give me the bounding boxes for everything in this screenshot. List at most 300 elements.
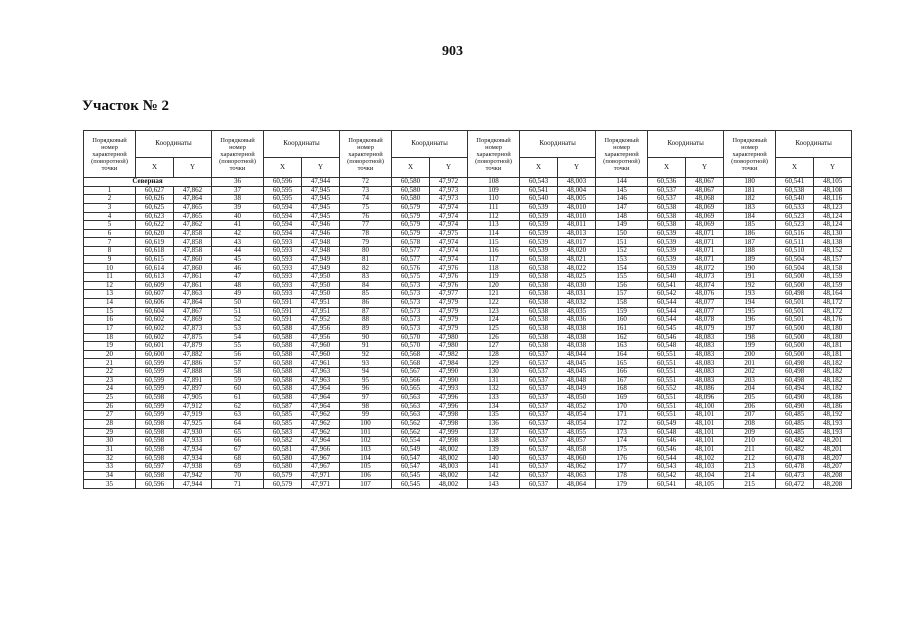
- cell-point-number: 140: [468, 454, 520, 463]
- cell-y: 47,964: [302, 402, 340, 411]
- cell-point-number: 152: [596, 247, 648, 256]
- cell-x: 60,544: [648, 307, 686, 316]
- cell-point-number: 98: [340, 402, 392, 411]
- cell-x: 60,482: [776, 437, 814, 446]
- table-row: [84, 298, 852, 307]
- cell-point-number: 29: [84, 428, 136, 437]
- cell-x: 60,580: [264, 454, 302, 463]
- header-point-number: Порядковый номер характерной (поворотной) точки: [468, 131, 520, 178]
- cell-y: 47,861: [174, 281, 212, 290]
- cell-y: 47,974: [430, 203, 468, 212]
- cell-x: 60,598: [136, 394, 174, 403]
- cell-y: 47,964: [302, 385, 340, 394]
- cell-y: 47,865: [174, 203, 212, 212]
- table-row: [84, 203, 852, 212]
- cell-x: 60,573: [392, 316, 430, 325]
- cell-y: 48,064: [558, 480, 596, 489]
- cell-y: 47,963: [302, 376, 340, 385]
- cell-point-number: 65: [212, 428, 264, 437]
- cell-point-number: 205: [724, 394, 776, 403]
- table-row: [84, 437, 852, 446]
- header-coordinates: Координаты: [520, 131, 596, 158]
- cell-point-number: 180: [724, 178, 776, 187]
- cell-point-number: 134: [468, 402, 520, 411]
- cell-y: 48,020: [558, 247, 596, 256]
- cell-y: 47,858: [174, 238, 212, 247]
- cell-point-number: 143: [468, 480, 520, 489]
- cell-y: 47,998: [430, 437, 468, 446]
- cell-point-number: 164: [596, 350, 648, 359]
- cell-point-number: 74: [340, 195, 392, 204]
- cell-point-number: 82: [340, 264, 392, 273]
- cell-y: 47,963: [302, 368, 340, 377]
- cell-x: 60,539: [648, 264, 686, 273]
- header-y: Y: [686, 158, 724, 178]
- cell-y: 48,105: [814, 178, 852, 187]
- header-x: X: [776, 158, 814, 178]
- cell-x: 60,598: [136, 471, 174, 480]
- header-y: Y: [302, 158, 340, 178]
- cell-point-number: 55: [212, 342, 264, 351]
- cell-point-number: 209: [724, 428, 776, 437]
- cell-y: 48,032: [558, 298, 596, 307]
- cell-y: 48,083: [686, 350, 724, 359]
- cell-x: 60,573: [392, 281, 430, 290]
- cell-y: 48,013: [558, 229, 596, 238]
- cell-x: 60,591: [264, 316, 302, 325]
- cell-y: 47,948: [302, 247, 340, 256]
- cell-y: 48,102: [686, 454, 724, 463]
- cell-point-number: 10: [84, 264, 136, 273]
- cell-x: 60,548: [648, 342, 686, 351]
- cell-point-number: 48: [212, 281, 264, 290]
- cell-y: 48,157: [814, 255, 852, 264]
- cell-point-number: 47: [212, 273, 264, 282]
- cell-point-number: 202: [724, 368, 776, 377]
- table-row: [84, 411, 852, 420]
- cell-y: 47,966: [302, 445, 340, 454]
- cell-x: 60,537: [520, 463, 558, 472]
- cell-x: 60,539: [520, 212, 558, 221]
- cell-x: 60,601: [136, 342, 174, 351]
- cell-point-number: 115: [468, 238, 520, 247]
- cell-point-number: 93: [340, 359, 392, 368]
- table-row: [84, 255, 852, 264]
- cell-point-number: 27: [84, 411, 136, 420]
- cell-x: 60,539: [520, 238, 558, 247]
- cell-point-number: 99: [340, 411, 392, 420]
- cell-x: 60,490: [776, 402, 814, 411]
- cell-x: 60,539: [520, 247, 558, 256]
- table-row: [84, 480, 852, 489]
- cell-x: 60,593: [264, 264, 302, 273]
- cell-x: 60,498: [776, 368, 814, 377]
- cell-x: 60,551: [648, 359, 686, 368]
- cell-x: 60,473: [776, 471, 814, 480]
- table-row: [84, 212, 852, 221]
- cell-y: 48,192: [814, 411, 852, 420]
- cell-y: 48,002: [430, 480, 468, 489]
- cell-point-number: 206: [724, 402, 776, 411]
- cell-x: 60,591: [264, 298, 302, 307]
- cell-point-number: 80: [340, 247, 392, 256]
- cell-x: 60,546: [648, 445, 686, 454]
- cell-y: 47,962: [302, 428, 340, 437]
- cell-point-number: 181: [724, 186, 776, 195]
- cell-x: 60,544: [648, 316, 686, 325]
- cell-x: 60,538: [648, 221, 686, 230]
- cell-x: 60,599: [136, 411, 174, 420]
- cell-y: 48,193: [814, 428, 852, 437]
- cell-point-number: 215: [724, 480, 776, 489]
- cell-point-number: 166: [596, 368, 648, 377]
- cell-x: 60,538: [520, 324, 558, 333]
- cell-y: 48,104: [686, 471, 724, 480]
- cell-point-number: 22: [84, 368, 136, 377]
- cell-y: 48,002: [430, 445, 468, 454]
- cell-x: 60,599: [136, 376, 174, 385]
- cell-point-number: 33: [84, 463, 136, 472]
- cell-x: 60,588: [264, 385, 302, 394]
- cell-point-number: 189: [724, 255, 776, 264]
- cell-x: 60,498: [776, 376, 814, 385]
- cell-point-number: 75: [340, 203, 392, 212]
- cell-x: 60,540: [648, 273, 686, 282]
- cell-y: 47,860: [174, 255, 212, 264]
- cell-x: 60,579: [392, 229, 430, 238]
- cell-y: 48,055: [558, 428, 596, 437]
- cell-point-number: 21: [84, 359, 136, 368]
- cell-point-number: 101: [340, 428, 392, 437]
- cell-point-number: 72: [340, 178, 392, 187]
- cell-point-number: 203: [724, 376, 776, 385]
- cell-point-number: 50: [212, 298, 264, 307]
- cell-x: 60,599: [136, 402, 174, 411]
- cell-y: 47,869: [174, 316, 212, 325]
- cell-y: 47,945: [302, 186, 340, 195]
- cell-point-number: 169: [596, 394, 648, 403]
- cell-y: 48,069: [686, 203, 724, 212]
- cell-x: 60,563: [392, 411, 430, 420]
- cell-x: 60,537: [520, 402, 558, 411]
- cell-point-number: 120: [468, 281, 520, 290]
- cell-x: 60,537: [520, 385, 558, 394]
- cell-x: 60,538: [520, 298, 558, 307]
- cell-point-number: 146: [596, 195, 648, 204]
- header-x: X: [520, 158, 558, 178]
- cell-y: 47,873: [174, 324, 212, 333]
- cell-point-number: 158: [596, 298, 648, 307]
- cell-point-number: 92: [340, 350, 392, 359]
- table-row: [84, 359, 852, 368]
- cell-y: 47,980: [430, 342, 468, 351]
- cell-y: 47,977: [430, 290, 468, 299]
- cell-point-number: 2: [84, 195, 136, 204]
- cell-point-number: 61: [212, 394, 264, 403]
- cell-x: 60,587: [264, 402, 302, 411]
- cell-y: 48,003: [558, 178, 596, 187]
- cell-point-number: 20: [84, 350, 136, 359]
- cell-y: 47,999: [430, 428, 468, 437]
- cell-y: 47,879: [174, 342, 212, 351]
- cell-point-number: 127: [468, 342, 520, 351]
- cell-y: 48,207: [814, 463, 852, 472]
- cell-x: 60,580: [392, 195, 430, 204]
- cell-y: 48,083: [686, 359, 724, 368]
- cell-point-number: 131: [468, 376, 520, 385]
- cell-x: 60,539: [648, 247, 686, 256]
- cell-x: 60,538: [776, 186, 814, 195]
- cell-x: 60,538: [520, 316, 558, 325]
- cell-x: 60,511: [776, 238, 814, 247]
- cell-x: 60,539: [648, 238, 686, 247]
- cell-x: 60,562: [392, 419, 430, 428]
- cell-x: 60,577: [392, 255, 430, 264]
- cell-point-number: 26: [84, 402, 136, 411]
- cell-point-number: 200: [724, 350, 776, 359]
- cell-y: 48,201: [814, 437, 852, 446]
- cell-point-number: 174: [596, 437, 648, 446]
- cell-point-number: 85: [340, 290, 392, 299]
- cell-x: 60,579: [392, 221, 430, 230]
- cell-y: 48,152: [814, 247, 852, 256]
- cell-point-number: 95: [340, 376, 392, 385]
- table-row: [84, 290, 852, 299]
- cell-y: 47,951: [302, 307, 340, 316]
- cell-y: 47,875: [174, 333, 212, 342]
- cell-y: 48,208: [814, 471, 852, 480]
- cell-x: 60,485: [776, 428, 814, 437]
- cell-y: 48,180: [814, 333, 852, 342]
- cell-y: 47,862: [174, 186, 212, 195]
- cell-y: 48,086: [686, 385, 724, 394]
- cell-y: 47,962: [302, 411, 340, 420]
- cell-point-number: 25: [84, 394, 136, 403]
- cell-x: 60,533: [776, 203, 814, 212]
- table-row: [84, 324, 852, 333]
- cell-x: 60,562: [392, 428, 430, 437]
- cell-x: 60,551: [648, 376, 686, 385]
- cell-y: 48,072: [686, 264, 724, 273]
- cell-y: 48,083: [686, 333, 724, 342]
- cell-y: 47,864: [174, 298, 212, 307]
- cell-y: 47,956: [302, 324, 340, 333]
- cell-point-number: 141: [468, 463, 520, 472]
- section-title: Участок № 2: [82, 98, 170, 114]
- cell-point-number: 46: [212, 264, 264, 273]
- cell-point-number: 129: [468, 359, 520, 368]
- table-row: [84, 471, 852, 480]
- cell-y: 48,101: [686, 428, 724, 437]
- table-body: [84, 178, 852, 489]
- cell-y: 47,925: [174, 419, 212, 428]
- cell-y: 48,101: [686, 445, 724, 454]
- cell-x: 60,472: [776, 480, 814, 489]
- cell-x: 60,545: [392, 480, 430, 489]
- cell-y: 47,979: [430, 298, 468, 307]
- cell-x: 60,596: [264, 178, 302, 187]
- cell-point-number: 207: [724, 411, 776, 420]
- cell-x: 60,579: [264, 480, 302, 489]
- cell-y: 47,865: [174, 212, 212, 221]
- cell-y: 48,031: [558, 290, 596, 299]
- cell-point-number: 89: [340, 324, 392, 333]
- cell-y: 47,973: [430, 186, 468, 195]
- cell-y: 48,182: [814, 376, 852, 385]
- cell-x: 60,539: [520, 221, 558, 230]
- cell-y: 48,124: [814, 221, 852, 230]
- cell-x: 60,500: [776, 333, 814, 342]
- cell-point-number: 114: [468, 229, 520, 238]
- cell-y: 47,990: [430, 368, 468, 377]
- header-coordinates: Координаты: [392, 131, 468, 158]
- cell-x: 60,580: [264, 463, 302, 472]
- cell-point-number: 196: [724, 316, 776, 325]
- cell-point-number: 58: [212, 368, 264, 377]
- cell-y: 47,945: [302, 203, 340, 212]
- cell-y: 48,138: [814, 238, 852, 247]
- cell-x: 60,602: [136, 333, 174, 342]
- cell-x: 60,504: [776, 264, 814, 273]
- header-y: Y: [430, 158, 468, 178]
- cell-y: 48,038: [558, 324, 596, 333]
- cell-point-number: 79: [340, 238, 392, 247]
- cell-point-number: 119: [468, 273, 520, 282]
- cell-x: 60,579: [392, 203, 430, 212]
- cell-y: 47,946: [302, 229, 340, 238]
- cell-point-number: 130: [468, 368, 520, 377]
- header-coordinates: Координаты: [136, 131, 212, 158]
- table-row: [84, 307, 852, 316]
- cell-y: 47,950: [302, 281, 340, 290]
- cell-y: 47,949: [302, 264, 340, 273]
- coordinates-table: [83, 130, 852, 489]
- cell-point-number: 11: [84, 273, 136, 282]
- cell-point-number: 176: [596, 454, 648, 463]
- cell-y: 47,862: [174, 221, 212, 230]
- cell-y: 48,017: [558, 238, 596, 247]
- cell-y: 48,181: [814, 342, 852, 351]
- cell-y: 48,123: [814, 203, 852, 212]
- cell-y: 48,005: [558, 195, 596, 204]
- cell-point-number: 49: [212, 290, 264, 299]
- cell-x: 60,539: [648, 229, 686, 238]
- cell-y: 47,980: [430, 333, 468, 342]
- cell-y: 47,979: [430, 307, 468, 316]
- cell-point-number: 63: [212, 411, 264, 420]
- cell-y: 47,860: [174, 264, 212, 273]
- table-row: [84, 186, 852, 195]
- cell-point-number: 7: [84, 238, 136, 247]
- cell-x: 60,565: [392, 385, 430, 394]
- cell-x: 60,544: [648, 298, 686, 307]
- cell-y: 48,083: [686, 342, 724, 351]
- cell-y: 48,050: [558, 394, 596, 403]
- cell-point-number: 83: [340, 273, 392, 282]
- cell-y: 47,974: [430, 238, 468, 247]
- cell-x: 60,545: [648, 324, 686, 333]
- cell-x: 60,498: [776, 290, 814, 299]
- cell-y: 47,946: [302, 221, 340, 230]
- cell-point-number: 199: [724, 342, 776, 351]
- cell-point-number: 123: [468, 307, 520, 316]
- cell-point-number: 157: [596, 290, 648, 299]
- cell-x: 60,485: [776, 419, 814, 428]
- cell-x: 60,500: [776, 273, 814, 282]
- cell-y: 48,101: [686, 419, 724, 428]
- cell-point-number: 208: [724, 419, 776, 428]
- cell-x: 60,600: [136, 350, 174, 359]
- cell-y: 48,158: [814, 264, 852, 273]
- table-row: [84, 281, 852, 290]
- cell-x: 60,537: [520, 437, 558, 446]
- table-row: [84, 419, 852, 428]
- cell-point-number: 132: [468, 385, 520, 394]
- cell-point-number: 100: [340, 419, 392, 428]
- cell-x: 60,579: [392, 212, 430, 221]
- cell-x: 60,551: [648, 368, 686, 377]
- cell-x: 60,582: [264, 437, 302, 446]
- cell-y: 47,942: [174, 471, 212, 480]
- cell-y: 47,960: [302, 342, 340, 351]
- cell-y: 47,964: [302, 394, 340, 403]
- cell-y: 48,045: [558, 359, 596, 368]
- cell-point-number: 70: [212, 471, 264, 480]
- cell-x: 60,573: [392, 324, 430, 333]
- cell-y: 47,905: [174, 394, 212, 403]
- cell-x: 60,622: [136, 221, 174, 230]
- table-row: [84, 463, 852, 472]
- cell-y: 48,052: [558, 402, 596, 411]
- cell-point-number: 210: [724, 437, 776, 446]
- cell-x: 60,568: [392, 359, 430, 368]
- cell-y: 47,950: [302, 273, 340, 282]
- cell-y: 48,071: [686, 255, 724, 264]
- cell-y: 48,057: [558, 437, 596, 446]
- header-point-number: Порядковый номер характерной (поворотной) точки: [340, 131, 392, 178]
- cell-x: 60,619: [136, 238, 174, 247]
- cell-point-number: 137: [468, 428, 520, 437]
- header-coordinates: Координаты: [648, 131, 724, 158]
- cell-point-number: 96: [340, 385, 392, 394]
- cell-point-number: 145: [596, 186, 648, 195]
- cell-x: 60,580: [392, 186, 430, 195]
- cell-x: 60,490: [776, 394, 814, 403]
- cell-x: 60,538: [520, 281, 558, 290]
- cell-point-number: 62: [212, 402, 264, 411]
- cell-x: 60,583: [264, 428, 302, 437]
- cell-y: 47,930: [174, 428, 212, 437]
- cell-point-number: 38: [212, 195, 264, 204]
- cell-x: 60,599: [136, 385, 174, 394]
- cell-y: 48,100: [686, 402, 724, 411]
- cell-x: 60,563: [392, 394, 430, 403]
- header-point-number: Порядковый номер характерной (поворотной) точки: [596, 131, 648, 178]
- cell-x: 60,482: [776, 445, 814, 454]
- cell-x: 60,478: [776, 463, 814, 472]
- cell-y: 48,038: [558, 333, 596, 342]
- cell-y: 48,002: [430, 454, 468, 463]
- cell-x: 60,537: [520, 419, 558, 428]
- cell-point-number: 171: [596, 411, 648, 420]
- cell-point-number: 104: [340, 454, 392, 463]
- cell-point-number: 211: [724, 445, 776, 454]
- cell-x: 60,595: [264, 195, 302, 204]
- cell-y: 48,021: [558, 255, 596, 264]
- cell-y: 48,124: [814, 212, 852, 221]
- cell-x: 60,598: [136, 428, 174, 437]
- cell-x: 60,547: [392, 463, 430, 472]
